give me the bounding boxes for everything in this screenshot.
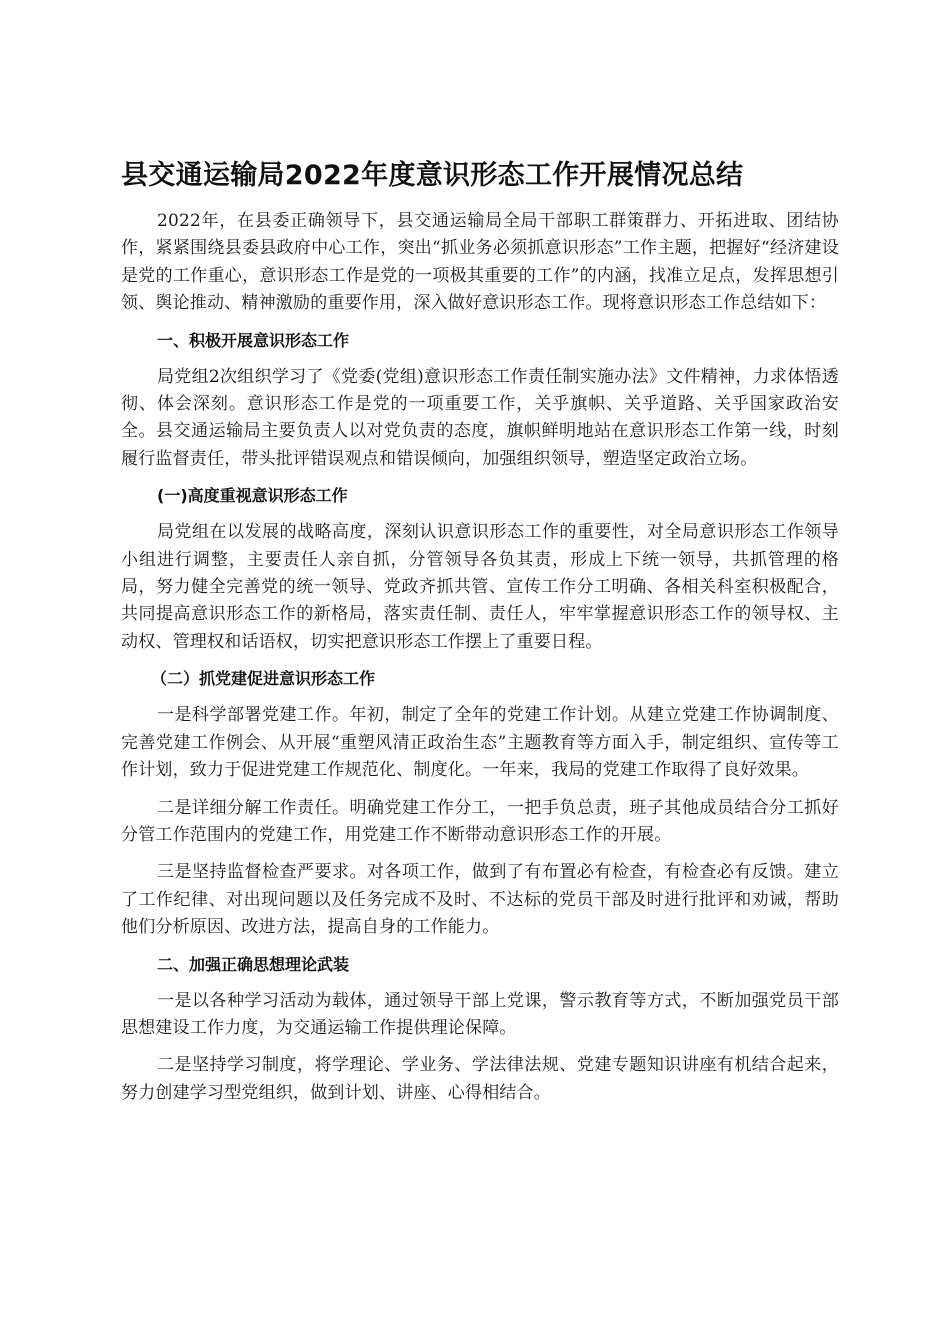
- subsection-1-1-heading: (一)高度重视意识形态工作: [157, 486, 348, 506]
- section-2-heading: 二、加强正确思想理论武装: [157, 954, 350, 974]
- section-2-paragraph-1: 一是以各种学习活动为载体，通过领导干部上党课，警示教育等方式，不断加强党员干部思想建设工作力度，为交通运输工作提供理论保障。: [121, 990, 839, 1038]
- section-1-heading: 一、积极开展意识形态工作: [157, 330, 350, 350]
- subsection-1-1-paragraph: 局党组在以发展的战略高度，深刻认识意识形态工作的重要性，对全局意识形态工作领导小组进行调整，主要责任人亲自抓，分管领导各负其责，形成上下统一领导，共抓管理的格局，努力健全完善党的统一领导、党政齐抓共管、宣传工作分工明确、各相关科室积极配合，共同提高意识形态工作的新格局，落实责任制、责任人，牢牢掌握意识形态工作的领导权、主动权、管理权和话语权，切实把意识形态工作摆上了重要日程。: [121, 522, 839, 652]
- intro-paragraph: 2022年，在县委正确领导下，县交通运输局全局干部职工群策群力、开拓进取、团结协作，紧紧围绕县委县政府中心工作，突出“抓业务必须抓意识形态”工作主题，把握好“经济建设是党的工作重心，意识形态工作是党的一项极其重要的工作”的内涵，找准立足点，发挥思想引领、舆论推动、精神激励的重要作用，深入做好意识形态工作。现将意识形态工作总结如下：: [121, 211, 839, 314]
- subsection-1-2-heading: （二）抓党建促进意识形态工作: [151, 669, 376, 689]
- document-page: [121, 150, 839, 1117]
- section-1-paragraph: 局党组2次组织学习了《党委(党组)意识形态工作责任制实施办法》文件精神，力求体悟透彻、体会深刻。意识形态工作是党的一项重要工作，关乎旗帜、关乎道路、关乎国家政治安全。县交通运输局主要负责人以对党负责的态度，旗帜鲜明地站在意识形态工作第一线，时刻履行监督责任，带头批评错误观点和错误倾向，加强组织领导，塑造坚定政治立场。: [121, 366, 839, 469]
- subsection-1-2-paragraph-3: 三是坚持监督检查严要求。对各项工作，做到了有布置必有检查，有检查必有反馈。建立了工作纪律、对出现问题以及任务完成不及时、不达标的党员干部及时进行批评和劝诫，帮助他们分析原因、改进方法，提高自身的工作能力。: [121, 862, 839, 938]
- document-title: 县交通运输局2022年度意识形态工作开展情况总结: [121, 160, 744, 191]
- section-2-paragraph-2: 二是坚持学习制度，将学理论、学业务、学法律法规、党建专题知识讲座有机结合起来，努力创建学习型党组织，做到计划、讲座、心得相结合。: [121, 1055, 839, 1103]
- subsection-1-2-paragraph-2: 二是详细分解工作责任。明确党建工作分工，一把手负总责，班子其他成员结合分工抓好分管工作范围内的党建工作，用党建工作不断带动意识形态工作的开展。: [121, 797, 839, 845]
- subsection-1-2-paragraph-1: 一是科学部署党建工作。年初，制定了全年的党建工作计划。从建立党建工作协调制度、完善党建工作例会、从开展“重塑风清正政治生态”主题教育等方面入手，制定组织、宣传等工作计划，致力于促进党建工作规范化、制度化。一年来，我局的党建工作取得了良好效果。: [121, 705, 839, 781]
